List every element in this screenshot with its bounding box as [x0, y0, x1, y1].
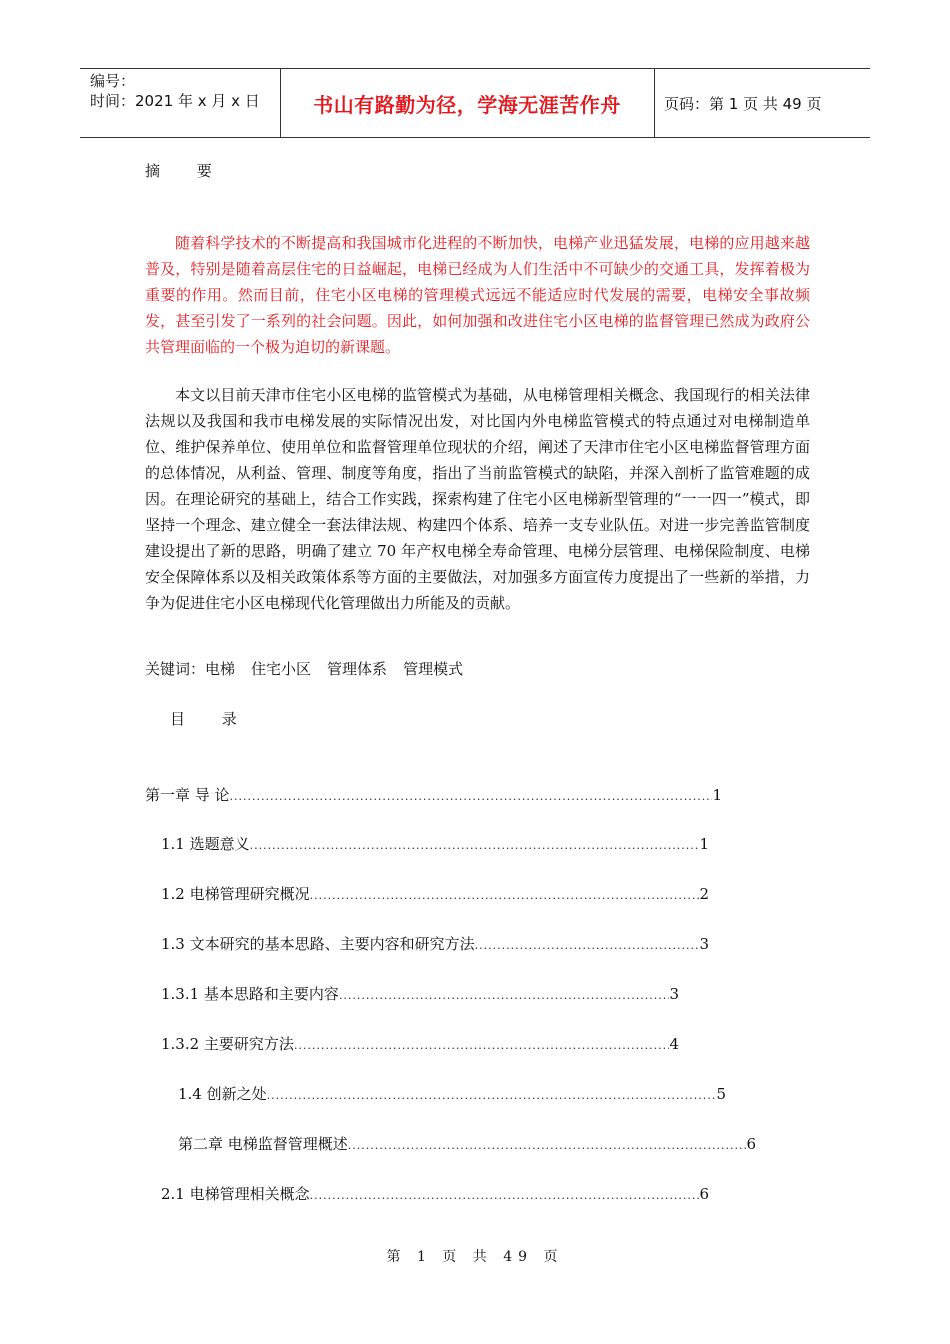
keyword: 住宅小区	[251, 660, 312, 678]
toc-entry-text: 1.4 创新之处	[178, 1085, 267, 1103]
toc-entry-page: 6	[746, 1135, 756, 1153]
toc-entry-text: 2.1 电梯管理相关概念	[161, 1185, 310, 1203]
toc-entry-page: 5	[716, 1085, 726, 1103]
document-header	[80, 68, 870, 138]
header-motto: 书山有路勤为径，学海无涯苦作舟	[313, 92, 621, 117]
page-footer: 第 1 页 共 49 页	[386, 1249, 564, 1265]
toc-title: 目 录	[170, 710, 253, 728]
toc-entry-text: 1.3.1 基本思路和主要内容	[161, 985, 339, 1003]
toc-entry-page: 3	[699, 935, 709, 953]
toc-entry-text: 1.1 选题意义	[161, 835, 250, 853]
keyword: 电梯	[205, 660, 236, 678]
toc-leader-dots	[475, 939, 700, 952]
keyword: 管理模式	[403, 660, 464, 678]
toc-entry-page: 1	[712, 786, 722, 804]
header-meta	[90, 71, 260, 111]
keywords-line	[145, 658, 463, 679]
toc-leader-dots	[348, 1139, 747, 1152]
document-number: 编号：	[90, 72, 136, 90]
toc-leader-dots	[310, 889, 700, 902]
toc-entry[interactable]	[161, 1183, 709, 1204]
toc-entry[interactable]	[161, 833, 709, 854]
toc-entry-text: 1.2 电梯管理研究概况	[161, 885, 310, 903]
toc-entry-page: 2	[699, 885, 709, 903]
toc-entry-page: 3	[669, 985, 679, 1003]
toc-leader-dots	[267, 1089, 717, 1102]
toc-leader-dots	[294, 1039, 670, 1052]
toc-entry-page: 1	[699, 835, 709, 853]
toc-entry-page: 4	[669, 1035, 679, 1053]
keyword: 管理体系	[327, 660, 388, 678]
keywords-label: 关键词：	[145, 660, 206, 678]
document-date: 时间：2021 年 x 月 x 日	[90, 92, 260, 110]
toc-entry[interactable]	[178, 1083, 726, 1104]
abstract-title: 摘 要	[145, 162, 228, 180]
abstract-paragraph-1: 随着科学技术的不断提高和我国城市化进程的不断加快，电梯产业迅猛发展，电梯的应用越来越普及，特别是随着高层住宅的日益崛起，电梯已经成为人们生活中不可缺少的交通工具，发挥着极为重要的作用。然而目前，住宅小区电梯的管理模式远远不能适应时代发展的需要，电梯安全事故频发，甚至引发了一系列的社会问题。因此，如何加强和改进住宅小区电梯的监督管理已然成为政府公共管理面临的一个极为迫切的新课题。	[145, 234, 810, 356]
toc-entry[interactable]	[161, 933, 709, 954]
toc-entry[interactable]	[178, 1133, 756, 1154]
toc-leader-dots	[230, 790, 713, 803]
toc-entry-page: 6	[699, 1185, 709, 1203]
toc-entry[interactable]	[145, 784, 722, 805]
toc-entry[interactable]	[161, 983, 679, 1004]
toc-leader-dots	[310, 1189, 700, 1202]
toc-entry-text: 1.3 文本研究的基本思路、主要内容和研究方法	[161, 935, 475, 953]
toc-entry-text: 第二章 电梯监督管理概述	[178, 1135, 348, 1153]
header-page-info: 页码：第 1 页 共 49 页	[664, 94, 822, 113]
abstract-paragraph-2: 本文以目前天津市住宅小区电梯的监管模式为基础，从电梯管理相关概念、我国现行的相关法律法规以及我国和我市电梯发展的实际情况出发，对比国内外电梯监管模式的特点通过对电梯制造单位、维护保养单位、使用单位和监督管理单位现状的介绍，阐述了天津市住宅小区电梯监督管理方面的总体情况，从利益、管理、制度等角度，指出了当前监管模式的缺陷，并深入剖析了监管难题的成因。在理论研究的基础上，结合工作实践，探索构建了住宅小区电梯新型管理的“一一四一”模式，即坚持一个理念、建立健全一套法律法规、构建四个体系、培养一支专业队伍。对进一步完善监管制度建设提出了新的思路，明确了建立 70 年产权电梯全寿命管理、电梯分层管理、电梯保险制度、电梯安全保障体系以及相关政策体系等方面的主要做法，对加强多方面宣传力度提出了一些新的举措，力争为促进住宅小区电梯现代化管理做出力所能及的贡献。	[145, 386, 810, 612]
toc-entry-text: 第一章 导 论	[145, 786, 230, 804]
toc-entry[interactable]	[161, 883, 709, 904]
toc-leader-dots	[339, 989, 670, 1002]
toc-leader-dots	[250, 839, 700, 852]
toc-entry-text: 1.3.2 主要研究方法	[161, 1035, 294, 1053]
header-divider	[654, 69, 655, 137]
toc-entry[interactable]	[161, 1033, 679, 1054]
